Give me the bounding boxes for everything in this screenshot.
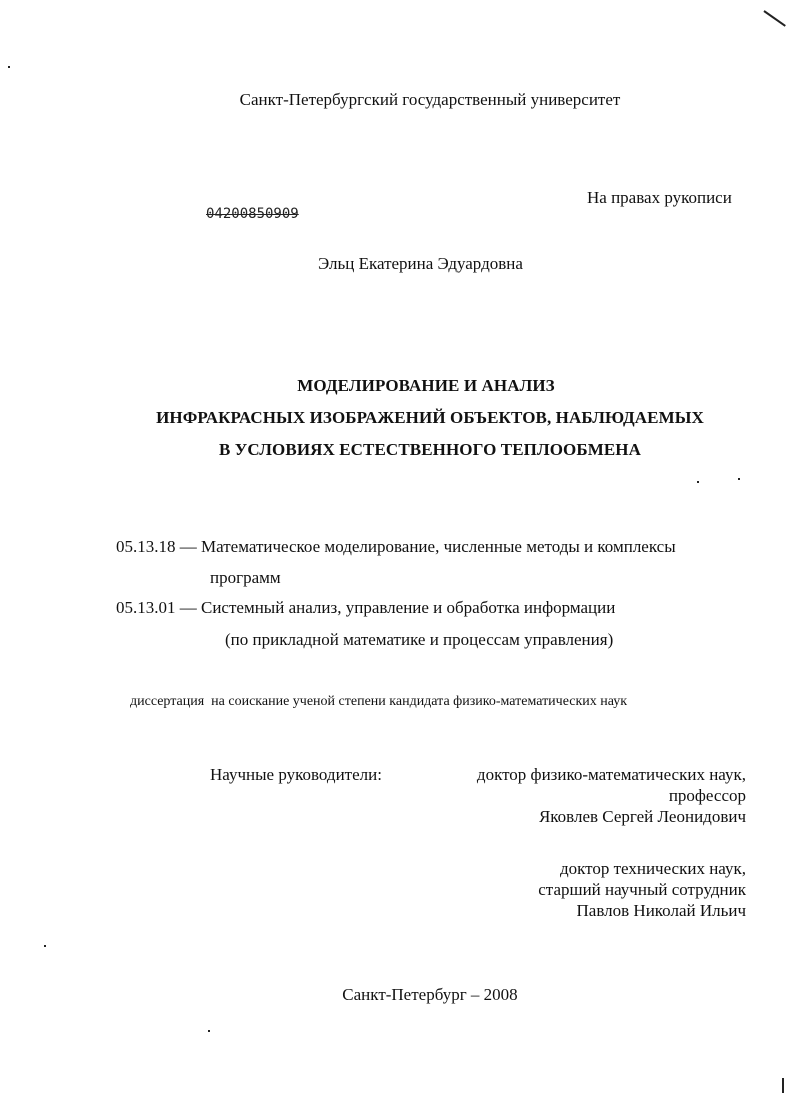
specialty-2-text: Системный анализ, управление и обработка информации <box>201 598 616 617</box>
supervisor-1-degree: доктор физико-математических наук, <box>476 765 746 784</box>
specialty-1-dash: — <box>179 537 197 556</box>
supervisor-1-rank: профессор <box>668 786 746 805</box>
specialty-1-text: Математическое моделирование, численные методы и комплексы <box>201 537 676 556</box>
scan-artifact-dot <box>44 945 46 947</box>
rights-notice: На правах рукописи <box>587 188 732 207</box>
specialty-2-code: 05.13.01 <box>116 598 176 617</box>
scan-artifact-dot <box>208 1030 210 1032</box>
supervisor-1-name: Яковлев Сергей Леонидович <box>538 807 746 826</box>
specialty-1-code: 05.13.18 <box>116 537 176 556</box>
university-name: Санкт-Петербургский государственный университет <box>239 90 621 109</box>
scan-artifact-corner-mark <box>782 1078 784 1093</box>
scan-artifact-dot <box>738 478 740 480</box>
supervisor-2-degree: доктор технических наук, <box>559 859 746 878</box>
specialty-2-dash: — <box>179 598 197 617</box>
supervisors-label: Научные руководители: <box>210 765 382 784</box>
dissertation-title-line-2: ИНФРАКРАСНЫХ ИЗОБРАЖЕНИЙ ОБЪЕКТОВ, НАБЛЮДАЕМЫХ <box>156 408 704 427</box>
specialty-1 <box>116 537 676 557</box>
dissertation-title-line-3: В УСЛОВИЯХ ЕСТЕСТВЕННОГО ТЕПЛООБМЕНА <box>218 440 642 459</box>
specialty-1-continuation: программ <box>210 568 281 587</box>
specialty-2 <box>116 598 615 618</box>
degree-statement: диссертация на соискание ученой степени кандидата физико-математических наук <box>130 694 628 709</box>
specialty-2-continuation: (по прикладной математике и процессам управления) <box>225 630 614 649</box>
scan-artifact-dot <box>8 66 10 68</box>
city-year: Санкт-Петербург – 2008 <box>342 985 518 1004</box>
supervisor-2-name: Павлов Николай Ильич <box>576 901 746 920</box>
supervisor-2-rank: старший научный сотрудник <box>538 880 746 899</box>
registration-number: 04200850909 <box>206 206 299 222</box>
author-name: Эльц Екатерина Эдуардовна <box>318 254 523 273</box>
scan-artifact-corner-mark <box>763 10 785 27</box>
dissertation-title-line-1: МОДЕЛИРОВАНИЕ И АНАЛИЗ <box>297 376 555 395</box>
scan-artifact-dot <box>697 481 699 483</box>
